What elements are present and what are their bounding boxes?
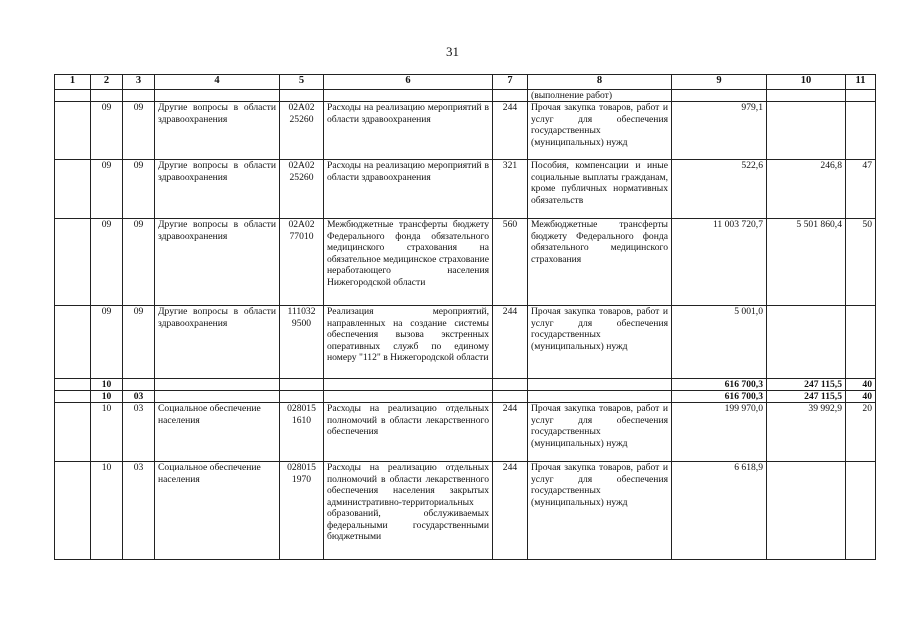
cell-amount: 616 700,3 — [672, 379, 767, 391]
table-row — [55, 306, 876, 379]
cell-target-code: 028015 1970 — [280, 462, 324, 560]
cell-executed: 246,8 — [767, 160, 846, 219]
col-header: 6 — [324, 75, 493, 90]
cell-section: 10 — [91, 379, 123, 391]
cell-amount: 522,6 — [672, 160, 767, 219]
cell-executed: 247 115,5 — [767, 379, 846, 391]
col-header: 11 — [846, 75, 876, 90]
cell-expense-code: 244 — [493, 462, 528, 560]
cell-amount: 199 970,0 — [672, 403, 767, 462]
cell-expense-type: Межбюджетные трансферты бюджету Федерального фонда обязательного медицинского страхования — [528, 219, 672, 306]
cell-subsection: 03 — [123, 462, 155, 560]
cell-section: 09 — [91, 219, 123, 306]
cell-target-name: Расходы на реализацию отдельных полномочий в области лекарственного обеспечения населения закрытых административно-территориальных образований, обслуживаемых федеральными государственными бюджетными — [324, 462, 493, 560]
cell-percent: 20 — [846, 403, 876, 462]
subtotal-row — [55, 379, 876, 391]
cell-target-code: 02А02 25260 — [280, 160, 324, 219]
cell-section: 09 — [91, 102, 123, 160]
cell-executed — [767, 306, 846, 379]
cell-percent: 40 — [846, 391, 876, 403]
cell-executed: 247 115,5 — [767, 391, 846, 403]
cell-subsection: 09 — [123, 160, 155, 219]
table-row — [55, 102, 876, 160]
cell-expense-code: 244 — [493, 403, 528, 462]
cell-executed: 39 992,9 — [767, 403, 846, 462]
budget-table — [54, 74, 876, 560]
cell-section-name: Социальное обеспечение населения — [155, 462, 280, 560]
cell-percent: 50 — [846, 219, 876, 306]
subtotal-row — [55, 391, 876, 403]
col-header: 7 — [493, 75, 528, 90]
cell-amount: 6 618,9 — [672, 462, 767, 560]
table-row — [55, 219, 876, 306]
cell-target-name: Расходы на реализацию отдельных полномочий в области лекарственного обеспечения — [324, 403, 493, 462]
cell-percent: 47 — [846, 160, 876, 219]
cell-percent — [846, 306, 876, 379]
cell-target-code: 111032 9500 — [280, 306, 324, 379]
col-header: 10 — [767, 75, 846, 90]
cell-subsection: 09 — [123, 102, 155, 160]
cell-section: 10 — [91, 462, 123, 560]
cell-percent — [846, 462, 876, 560]
cell-subsection: 09 — [123, 306, 155, 379]
cell-section-name: Другие вопросы в области здравоохранения — [155, 306, 280, 379]
header-row — [55, 75, 876, 90]
cell-target-name: Расходы на реализацию мероприятий в области здравоохранения — [324, 102, 493, 160]
cell-expense-type: Прочая закупка товаров, работ и услуг для обеспечения государственных (муниципальных) нужд — [528, 403, 672, 462]
cell-expense-type: Прочая закупка товаров, работ и услуг для обеспечения государственных (муниципальных) нужд — [528, 462, 672, 560]
page-number: 31 — [446, 44, 459, 59]
cell-target-name: Межбюджетные трансферты бюджету Федерального фонда обязательного медицинского страхования на обязательное медицинское страхование неработающего населения Нижегородской области — [324, 219, 493, 306]
cell-target-name: Расходы на реализацию мероприятий в области здравоохранения — [324, 160, 493, 219]
cell-expense-code: 560 — [493, 219, 528, 306]
table-row — [55, 462, 876, 560]
cell-section: 10 — [91, 391, 123, 403]
cell-target-code: 02А02 25260 — [280, 102, 324, 160]
cell-target-name: Реализация мероприятий, направленных на создание системы обеспечения вызова экстренных оперативных служб по единому номеру "112" в Нижегородской области — [324, 306, 493, 379]
cell-subsection: 09 — [123, 219, 155, 306]
cell-expense-code: 244 — [493, 102, 528, 160]
cell-expense-type: (выполнение работ) — [528, 90, 672, 102]
cell-amount: 616 700,3 — [672, 391, 767, 403]
cell-section-name: Социальное обеспечение населения — [155, 403, 280, 462]
col-header: 5 — [280, 75, 324, 90]
cell-amount: 11 003 720,7 — [672, 219, 767, 306]
table-row — [55, 160, 876, 219]
cell-executed — [767, 102, 846, 160]
col-header: 2 — [91, 75, 123, 90]
cell-expense-code: 244 — [493, 306, 528, 379]
table-row — [55, 403, 876, 462]
cell-target-code: 02А02 77010 — [280, 219, 324, 306]
cell-percent: 40 — [846, 379, 876, 391]
cell-section: 10 — [91, 403, 123, 462]
cell-expense-type: Прочая закупка товаров, работ и услуг для обеспечения государственных (муниципальных) нужд — [528, 102, 672, 160]
cell-section: 09 — [91, 306, 123, 379]
cell-subsection: 03 — [123, 403, 155, 462]
cell-section-name: Другие вопросы в области здравоохранения — [155, 102, 280, 160]
cell-amount: 5 001,0 — [672, 306, 767, 379]
col-header: 9 — [672, 75, 767, 90]
cell-executed — [767, 462, 846, 560]
cell-subsection: 03 — [123, 391, 155, 403]
cell-percent — [846, 102, 876, 160]
cell-executed: 5 501 860,4 — [767, 219, 846, 306]
cell-amount: 979,1 — [672, 102, 767, 160]
cell-section: 09 — [91, 160, 123, 219]
cell-section-name: Другие вопросы в области здравоохранения — [155, 160, 280, 219]
col-header: 8 — [528, 75, 672, 90]
col-header: 4 — [155, 75, 280, 90]
cell-target-code: 028015 1610 — [280, 403, 324, 462]
continuation-row — [55, 90, 876, 102]
cell-section-name: Другие вопросы в области здравоохранения — [155, 219, 280, 306]
cell-expense-type: Пособия, компенсации и иные социальные выплаты гражданам, кроме публичных нормативных обязательств — [528, 160, 672, 219]
col-header: 3 — [123, 75, 155, 90]
cell-expense-type: Прочая закупка товаров, работ и услуг для обеспечения государственных (муниципальных) нужд — [528, 306, 672, 379]
col-header: 1 — [55, 75, 91, 90]
cell-expense-code: 321 — [493, 160, 528, 219]
